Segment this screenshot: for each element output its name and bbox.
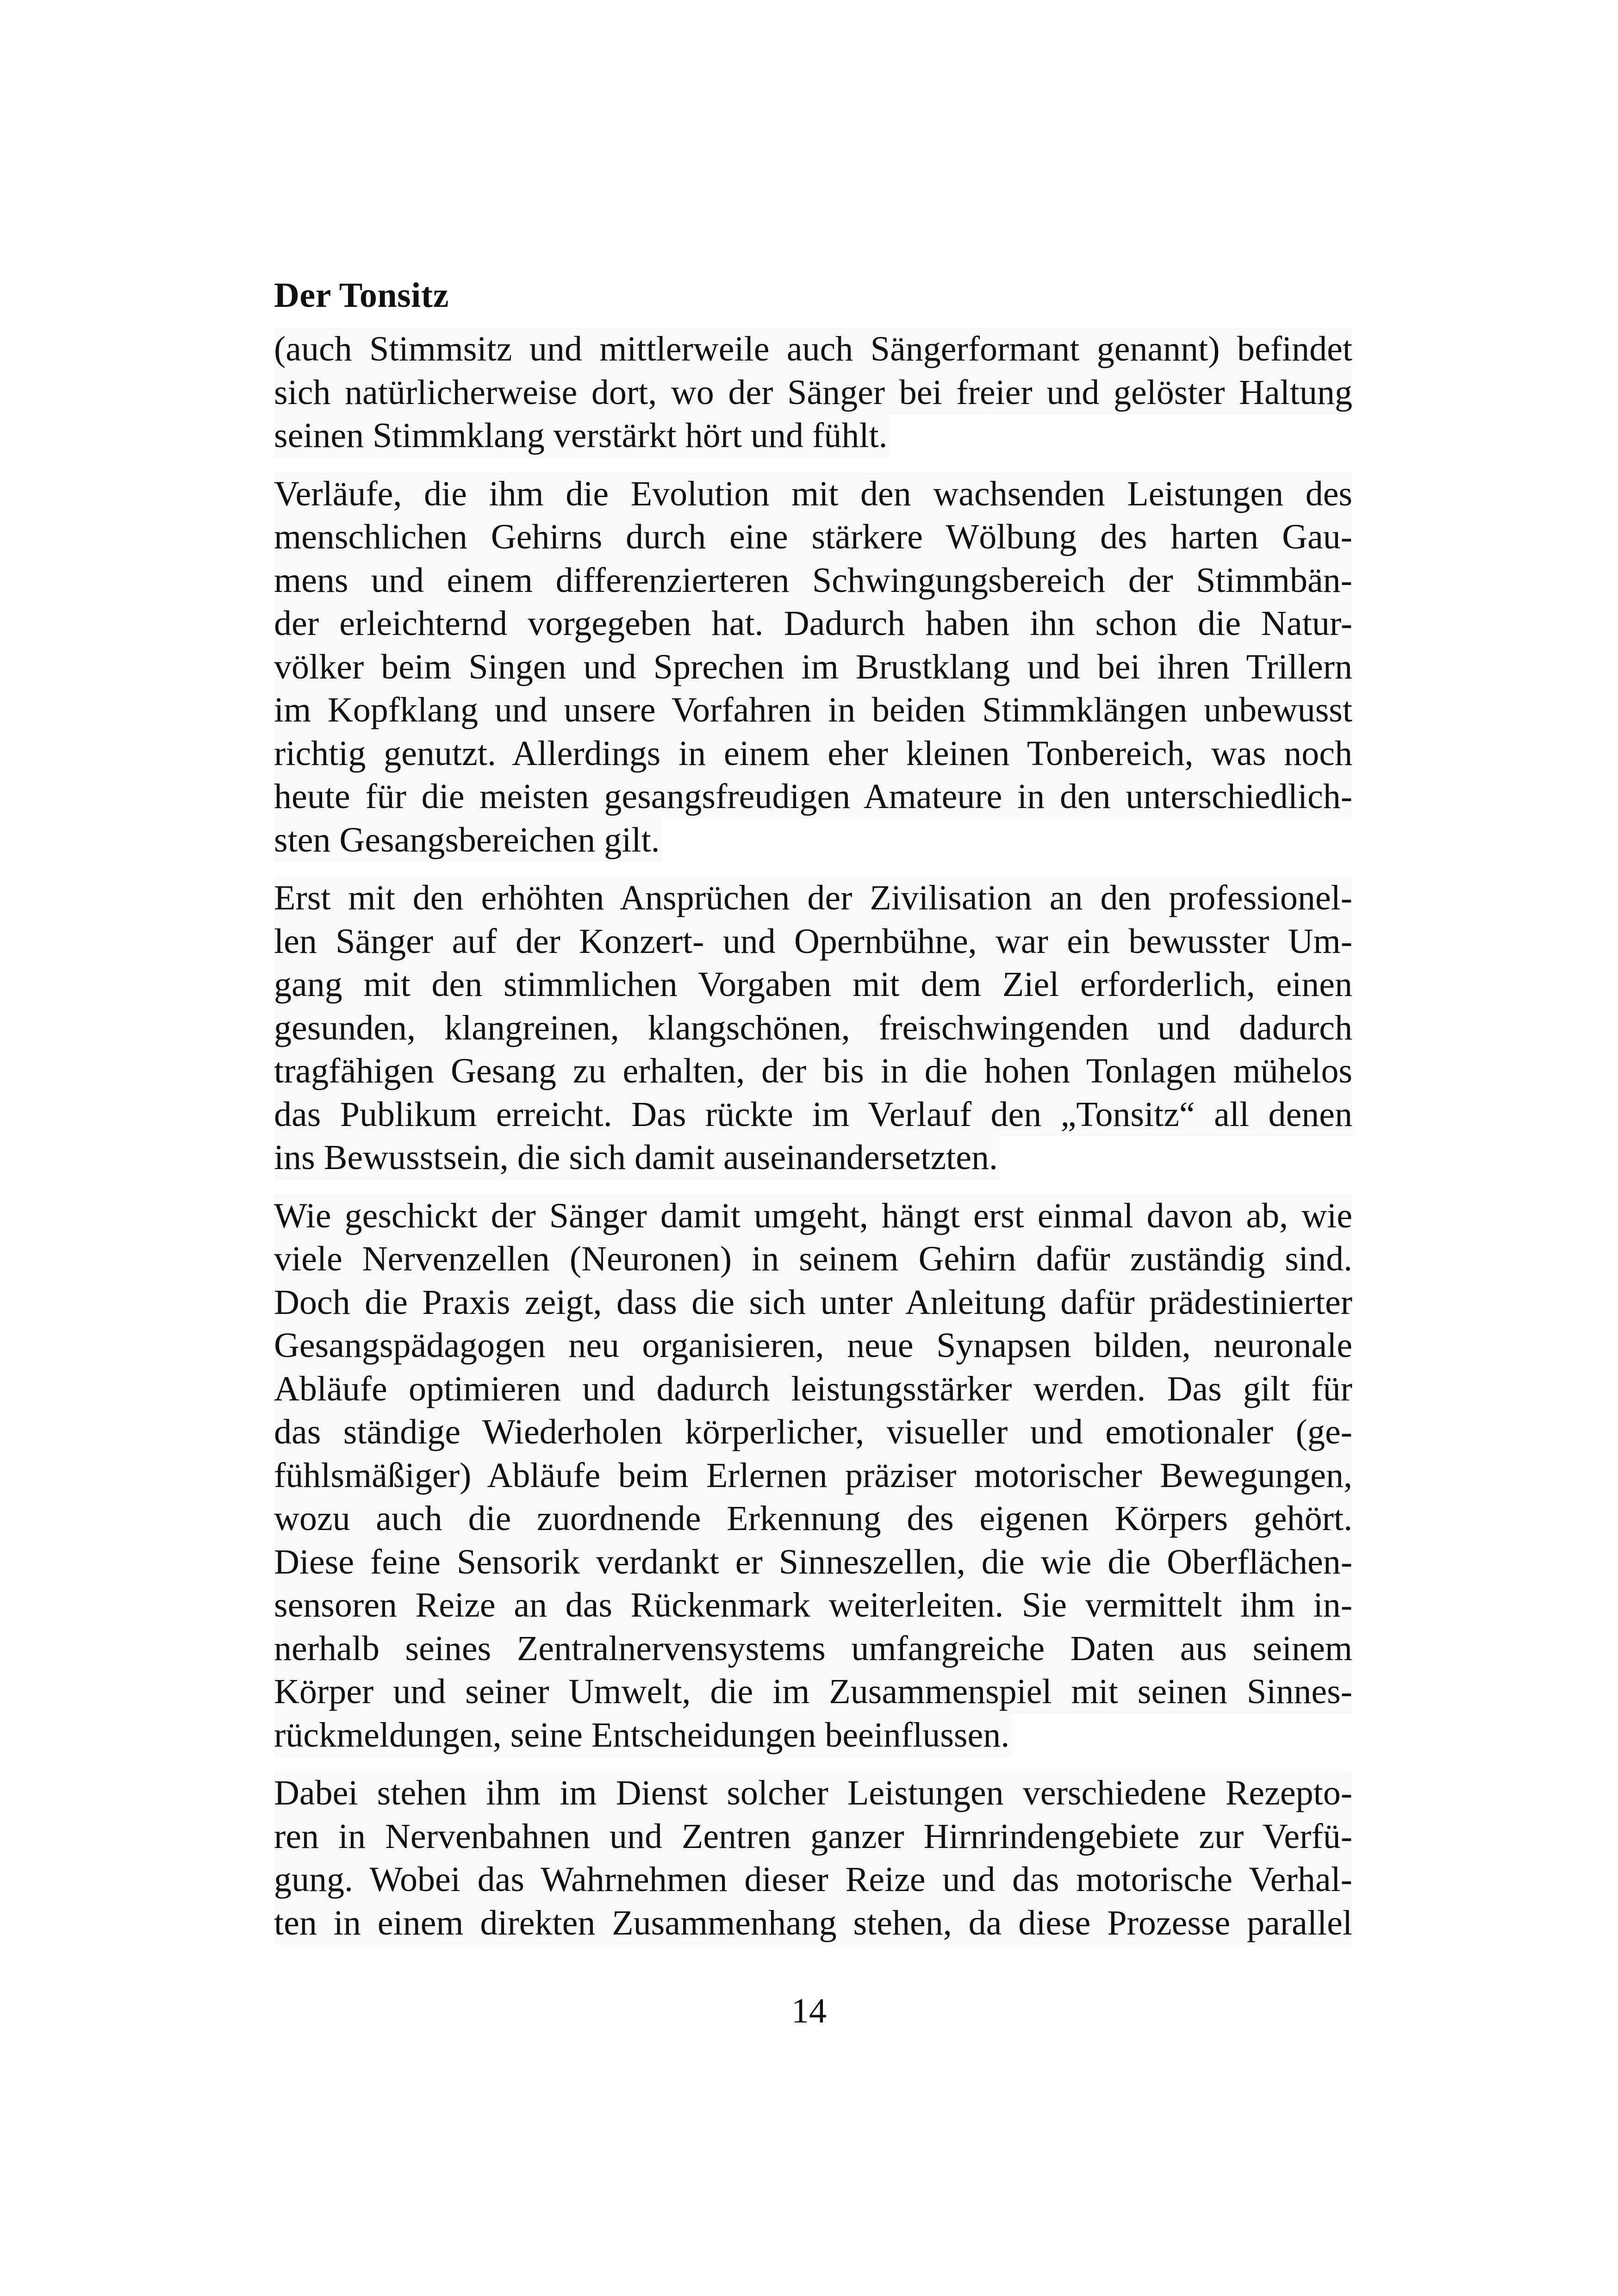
text-line: Körper und seiner Umwelt, die im Zusammenspiel mit seinen Sinnes- [274,1670,1352,1714]
text-line: fühlsmäßiger) Abläufe beim Erlernen präziser motorischer Bewegungen, [274,1454,1352,1498]
paragraph-4 [274,1195,1352,1757]
text-line: Verläufe, die ihm die Evolution mit den wachsenden Leistungen des [274,473,1352,516]
text-line: das Publikum erreicht. Das rückte im Verlauf den „Tonsitz“ all denen [274,1093,1352,1137]
page-content [274,273,1352,1960]
text-line: (auch Stimmsitz und mittlerweile auch Sängerformant genannt) befindet [274,328,1352,371]
text-line: sich natürlicherweise dort, wo der Sänger bei freier und gelöster Haltung [274,371,1352,415]
text-line: gang mit den stimmlichen Vorgaben mit dem Ziel erforderlich, einen [274,963,1352,1007]
text-line: ren in Nervenbahnen und Zentren ganzer Hirnrindengebiete zur Verfü- [274,1815,1352,1859]
text-line: gung. Wobei das Wahrnehmen dieser Reize und das motorische Verhal- [274,1858,1352,1902]
page-number: 14 [791,1991,827,2030]
paragraph-1 [274,328,1352,458]
text-line: Erst mit den erhöhten Ansprüchen der Zivilisation an den professionel- [274,877,1352,920]
text-line: mens und einem differenzierteren Schwingungsbereich der Stimmbän- [274,559,1352,603]
text-line: das ständige Wiederholen körperlicher, visueller und emotionaler (ge- [274,1411,1352,1454]
paragraph-2 [274,473,1352,862]
text-line: seinen Stimmklang verstärkt hört und fühlt. [274,414,890,458]
text-line: Abläufe optimieren und dadurch leistungsstärker werden. Das gilt für [274,1368,1352,1411]
text-line: gesunden, klangreinen, klangschönen, freischwingenden und dadurch [274,1007,1352,1050]
text-line: len Sänger auf der Konzert- und Opernbühne, war ein bewusster Um- [274,920,1352,964]
text-line: sensoren Reize an das Rückenmark weiterleiten. Sie vermittelt ihm in- [274,1584,1352,1627]
text-line: ins Bewusstsein, die sich damit auseinandersetzten. [274,1136,1000,1180]
text-line: richtig genutzt. Allerdings in einem eher kleinen Tonbereich, was noch [274,732,1352,776]
text-line: völker beim Singen und Sprechen im Brustklang und bei ihren Trillern [274,646,1352,689]
text-line: tragfähigen Gesang zu erhalten, der bis in die hohen Tonlagen mühelos [274,1050,1352,1093]
text-line: Dabei stehen ihm im Dienst solcher Leistungen verschiedene Rezepto- [274,1772,1352,1815]
text-line: Doch die Praxis zeigt, dass die sich unter Anleitung dafür prädestinierter [274,1281,1352,1325]
text-line: im Kopfklang und unsere Vorfahren in beiden Stimmklängen unbewusst [274,689,1352,732]
text-line: viele Nervenzellen (Neuronen) in seinem Gehirn dafür zuständig sind. [274,1238,1352,1281]
text-line: Diese feine Sensorik verdankt er Sinneszellen, die wie die Oberflächen- [274,1541,1352,1584]
text-line: sten Gesangsbereichen gilt. [274,819,662,862]
text-line: Gesangspädagogen neu organisieren, neue Synapsen bilden, neuronale [274,1324,1352,1368]
text-line: wozu auch die zuordnende Erkennung des eigenen Körpers gehört. [274,1497,1352,1541]
paragraph-5 [274,1772,1352,1945]
section-heading: Der Tonsitz [274,276,449,315]
text-line: nerhalb seines Zentralnervensystems umfangreiche Daten aus seinem [274,1627,1352,1671]
text-line: Wie geschickt der Sänger damit umgeht, hängt erst einmal davon ab, wie [274,1195,1352,1238]
text-line: ten in einem direkten Zusammenhang stehen, da diese Prozesse parallel [274,1902,1352,1945]
paragraph-3 [274,877,1352,1180]
text-line: der erleichternd vorgegeben hat. Dadurch haben ihn schon die Natur- [274,602,1352,646]
text-line: rückmeldungen, seine Entscheidungen beeinflussen. [274,1714,1011,1757]
text-line: menschlichen Gehirns durch eine stärkere Wölbung des harten Gau- [274,516,1352,559]
text-line: heute für die meisten gesangsfreudigen Amateure in den unterschiedlich- [274,775,1352,819]
